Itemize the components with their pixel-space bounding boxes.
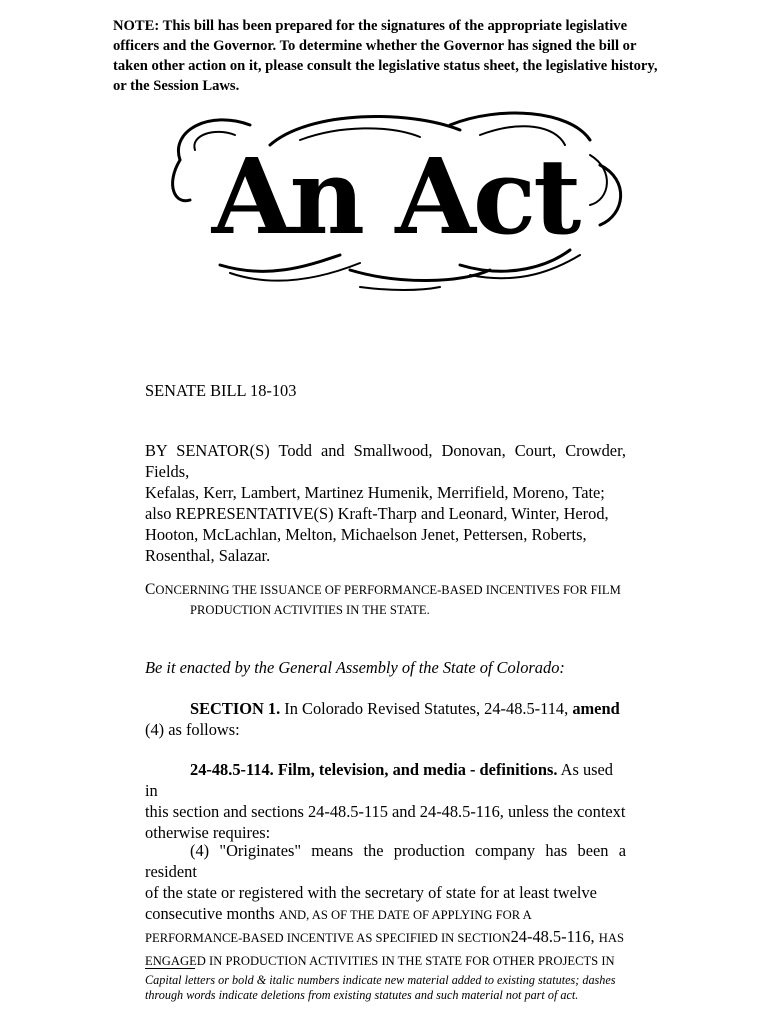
section-1 [145,698,626,740]
statute-24-48-5-114 [145,759,626,843]
paragraph-4 [145,840,626,972]
concerning-lead-cap: C [145,581,156,598]
new-material-text: PERFORMANCE-BASED INCENTIVE AS SPECIFIED IN SECTION [145,931,511,945]
sponsors-line: BY SENATOR(S) Todd and Smallwood, Donovan, Court, Crowder, Fields, [145,441,626,481]
amend-keyword: amend [572,699,620,718]
footnote-divider [145,968,195,969]
statute-text: otherwise requires: [145,823,271,842]
concerning-line: PRODUCTION ACTIVITIES IN THE STATE. [190,603,430,617]
sponsors-line: also REPRESENTATIVE(S) Kraft-Tharp and Leonard, Winter, Herod, [145,504,609,523]
new-material-text: ENGAGED IN PRODUCTION ACTIVITIES IN THE STATE FOR OTHER PROJECTS IN [145,954,615,968]
statute-text: As used in [145,760,613,800]
sponsors-line: Hooton, McLachlan, Melton, Michaelson Jenet, Pettersen, Roberts, [145,525,587,544]
signature-note: NOTE: This bill has been prepared for the signatures of the appropriate legislative officers and the Governor. To determine whether the Governor has signed the bill or taken other action on it, please consult the legislative status sheet, the legislative history, or the Session Laws. [113,18,658,94]
section-label: SECTION 1. [190,699,281,718]
new-material-text: AND, AS OF THE DATE OF APPLYING FOR A [278,908,532,922]
para-line: of the state or registered with the secretary of state for at least twelve [145,883,597,902]
statute-text: this section and sections 24-48.5-115 and 24-48.5-116, unless the context [145,802,626,821]
enacting-clause: Be it enacted by the General Assembly of the State of Colorado: [145,658,565,677]
footnote-line: through words indicate deletions from existing statutes and such material not part of act. [145,988,579,1002]
footnote-line: Capital letters or bold & italic numbers indicate new material added to existing statutes; dashes [145,973,616,987]
sponsors-block [145,440,626,566]
concerning-line: ONCERNING THE ISSUANCE OF PERFORMANCE-BASED INCENTIVES FOR FILM [155,583,621,597]
an-act-title: An Act [211,135,579,258]
an-act-heading [160,105,630,295]
new-material-text: HAS [598,931,624,945]
concerning-clause [145,580,626,620]
section-text: (4) as follows: [145,720,240,739]
para-line: consecutive months [145,904,275,923]
footnote [145,973,635,1003]
section-text: In Colorado Revised Statutes, 24-48.5-114, [284,699,569,718]
para-line: (4) "Originates" means the production company has been a resident [145,841,626,881]
sponsors-line: Kefalas, Kerr, Lambert, Martinez Humenik, Merrifield, Moreno, Tate; [145,483,605,502]
sponsors-line: Rosenthal, Salazar. [145,546,271,565]
an-act-flourish-graphic [160,105,630,295]
statute-heading: 24-48.5-114. Film, television, and media - definitions. [190,760,558,779]
bill-number: SENATE BILL 18-103 [145,381,297,400]
para-section-ref: 24-48.5-116, [510,927,595,946]
